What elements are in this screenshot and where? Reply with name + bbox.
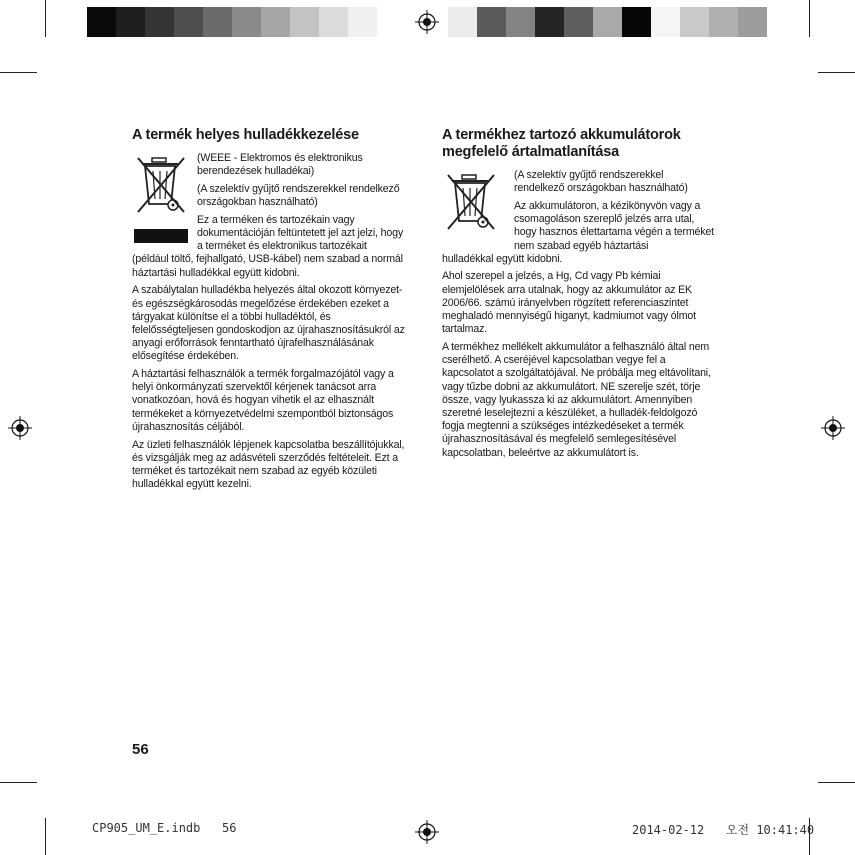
crop-mark [0, 782, 37, 783]
crop-mark [809, 0, 810, 37]
color-bar-left [87, 7, 377, 37]
black-bar [134, 229, 188, 243]
color-swatch [535, 7, 564, 37]
page-number: 56 [132, 741, 149, 758]
paragraph: Az üzleti felhasználók lépjenek kapcsolatba beszállítójukkal, és vizsgálják meg az adásvételi szerződés feltételeit. Ezt a terméket és tartozékait nem szabad az egyéb közületi hulladékkal együtt kezelni. [132, 438, 405, 491]
registration-mark-icon [8, 416, 32, 440]
crop-mark [45, 0, 46, 37]
color-swatch [174, 7, 203, 37]
paragraph: A szabálytalan hulladékba helyezés által okozott környezet- és egészségkárosodás megelőzése érdekében ezeket a tárgyakat különítse el a többi hulladéktól, és felelősségteljesen gondoskodjon az újrahasznosításukról az anyagi erőforrások fenntartható újrafelhasználásának elősegítése érdekében. [132, 284, 405, 363]
slug-date: 2014-02-12 오전 10:41:40 [632, 823, 815, 837]
color-swatch [477, 7, 506, 37]
paragraph: A háztartási felhasználók a termék forgalmazójától vagy a helyi önkormányzati szervektől kérjenek tanácsot arra vonatkozóan, hová és hogyan vihetik el az elhasznált termékeket a környezetvédelmi szempontból biztonságos újrahasznosítás céljából. [132, 368, 394, 433]
paragraph: A termékhez mellékelt akkumulátor a felhasználó által nem cserélhető. A cseréjével kapcsolatban vegye fel a kapcsolatot a szolgáltatójával. Ne próbálja meg eltávolítani, vagy tűzbe dobni az akkumulátort. NE szerelje szét, törje össze, vagy lyukassza ki az akkumulátort. Amennyiben szeretné leselejtezni a készüléket, a hulladék-feldolgozó fogja megtenni a szükséges intézkedéseket a termék újrahasznosításával és megfelelő semlegesítésével kapcsolatban, beleértve az akkumulátort is. [442, 340, 711, 459]
bin-continuation: (például töltő, fejhallgató, USB-kábel) nem szabad a normál háztartási hulladékkal együtt kidobni. [132, 253, 403, 279]
left-column [132, 127, 408, 496]
color-swatch [348, 7, 377, 37]
bin-text: Ez a terméken és tartozékain vagy dokumentációján feltüntetett jel azt jelzi, hogy a terméket és elektronikus tartozékait [197, 213, 403, 253]
crossed-bin-icon [444, 171, 502, 233]
color-swatch [651, 7, 680, 37]
color-swatch [593, 7, 622, 37]
color-swatch [261, 7, 290, 37]
color-swatch [506, 7, 535, 37]
section-title [442, 127, 714, 161]
color-swatch [709, 7, 738, 37]
bin-text: (WEEE - Elektromos és elektronikus berendezések hulladékai) [197, 152, 363, 178]
bin-text: (A szelektív gyűjtő rendszerekkel rendelkező országokban használható) [514, 169, 688, 195]
color-bar-right [448, 7, 767, 37]
paragraph: Ahol szerepel a jelzés, a Hg, Cd vagy Pb kémiai elemjelölések arra utalnak, hogy az akkumulátor az EK 2006/66. számú irányelvben rögzített referenciaszintet meghaladó mennyiségű higanyt, kadmiumot vagy ólmot tartalmaz. [442, 270, 696, 336]
crossed-bin-icon [134, 154, 192, 216]
color-swatch [622, 7, 651, 37]
slug-file: CP905_UM_E.indb 56 [92, 821, 237, 835]
crop-mark [818, 782, 855, 783]
color-swatch [203, 7, 232, 37]
crop-mark [818, 72, 855, 73]
color-swatch [448, 7, 477, 37]
color-swatch [87, 7, 116, 37]
right-column [442, 127, 714, 464]
registration-mark-icon [415, 820, 439, 844]
crop-mark [0, 72, 37, 73]
section-title-line: A termékhez tartozó akkumulátorok [442, 127, 681, 143]
color-swatch [319, 7, 348, 37]
color-swatch [290, 7, 319, 37]
registration-mark-icon [415, 10, 439, 34]
color-swatch [116, 7, 145, 37]
section-title-line: megfelelő ártalmatlanítása [442, 144, 619, 160]
registration-mark-icon [821, 416, 845, 440]
color-swatch [564, 7, 593, 37]
color-swatch [232, 7, 261, 37]
color-swatch [145, 7, 174, 37]
color-swatch [738, 7, 767, 37]
bin-continuation: hulladékkal együtt kidobni. [442, 252, 563, 265]
section-title: A termék helyes hulladékkezelése [132, 127, 359, 143]
color-swatch [680, 7, 709, 37]
bin-text: Az akkumulátoron, a kézikönyvön vagy a csomagoláson szereplő jelzés arra utal, hogy hasznos élettartama végén a terméket nem szabad egyéb háztartási [514, 199, 714, 252]
crop-mark [45, 818, 46, 855]
bin-text: (A szelektív gyűjtő rendszerekkel rendelkező országokban használható) [197, 182, 400, 209]
